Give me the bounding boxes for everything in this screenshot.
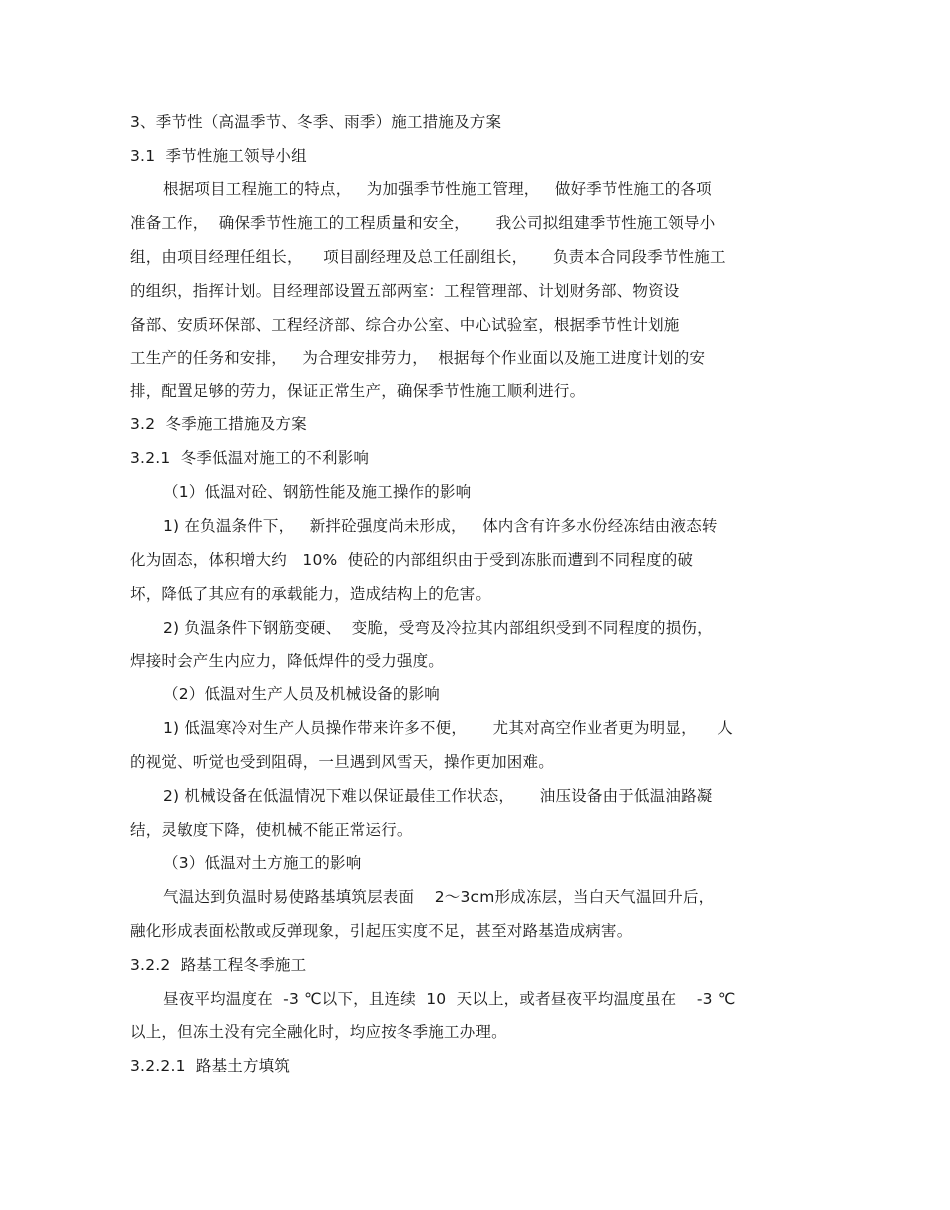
subsection-heading: 3.2.1 冬季低温对施工的不利影响 [130, 449, 370, 467]
subsection-heading: 3.2.2.1 路基土方填筑 [130, 1057, 291, 1075]
paragraph-line: 根据项目工程施工的特点， 为加强季节性施工管理， 做好季节性施工的各项 [163, 180, 712, 198]
paragraph-line: 以上，但冻土没有完全融化时，均应按冬季施工办理。 [130, 1023, 507, 1041]
list-heading: （2）低温对生产人员及机械设备的影响 [163, 685, 440, 703]
paragraph-line: 1) 低温寒冷对生产人员操作带来许多不便， 尤其对高空作业者更为明显， 人 [163, 719, 733, 737]
paragraph-line: 昼夜平均温度在 -3 ℃以下，且连续 10 天以上，或者昼夜平均温度虽在 -3 ℃ [163, 990, 736, 1008]
paragraph-line: 工生产的任务和安排， 为合理安排劳力， 根据每个作业面以及施工进度计划的安 [130, 349, 706, 367]
paragraph-line: 1) 在负温条件下， 新拌砼强度尚未形成， 体内含有许多水份经冻结由液态转 [163, 517, 718, 535]
subsection-heading: 3.2.2 路基工程冬季施工 [130, 956, 307, 974]
paragraph-line: 化为固态，体积增大约 10% 使砼的内部组织由于受到冻胀而遭到不同程度的破 [130, 551, 694, 569]
paragraph-line: 的组织，指挥计划。目经理部设置五部两室：工程管理部、计划财务部、物资设 [130, 282, 680, 300]
paragraph-line: 准备工作， 确保季节性施工的工程质量和安全， 我公司拟组建季节性施工领导小 [130, 214, 716, 232]
section-heading: 3、季节性（高温季节、冬季、雨季）施工措施及方案 [130, 113, 502, 131]
paragraph-line: 2) 负温条件下钢筋变硬、 变脆，受弯及冷拉其内部组织受到不同程度的损伤， [163, 619, 713, 637]
subsection-heading: 3.2 冬季施工措施及方案 [130, 415, 307, 433]
paragraph-line: 焊接时会产生内应力，降低焊件的受力强度。 [130, 652, 445, 670]
paragraph-line: 气温达到负温时易使路基填筑层表面 2～3cm形成冻层，当白天气温回升后， [163, 888, 715, 906]
paragraph-line: 坏，降低了其应有的承载能力，造成结构上的危害。 [130, 585, 492, 603]
paragraph-line: 2) 机械设备在低温情况下难以保证最佳工作状态， 油压设备由于低温油路凝 [163, 787, 713, 805]
subsection-heading: 3.1 季节性施工领导小组 [130, 147, 307, 165]
list-heading: （3）低温对土方施工的影响 [163, 854, 362, 872]
list-heading: （1）低温对砼、钢筋性能及施工操作的影响 [163, 483, 472, 501]
paragraph-line: 的视觉、听觉也受到阻碍，一旦遇到风雪天，操作更加困难。 [130, 753, 554, 771]
paragraph-line: 结，灵敏度下降，使机械不能正常运行。 [130, 821, 413, 839]
paragraph-line: 排，配置足够的劳力，保证正常生产，确保季节性施工顺利进行。 [130, 382, 586, 400]
paragraph-line: 融化形成表面松散或反弹现象，引起压实度不足，甚至对路基造成病害。 [130, 922, 633, 940]
paragraph-line: 备部、安质环保部、工程经济部、综合办公室、中心试验室，根据季节性计划施 [130, 316, 680, 334]
paragraph-line: 组，由项目经理任组长， 项目副经理及总工任副组长， 负责本合同段季节性施工 [130, 248, 726, 266]
